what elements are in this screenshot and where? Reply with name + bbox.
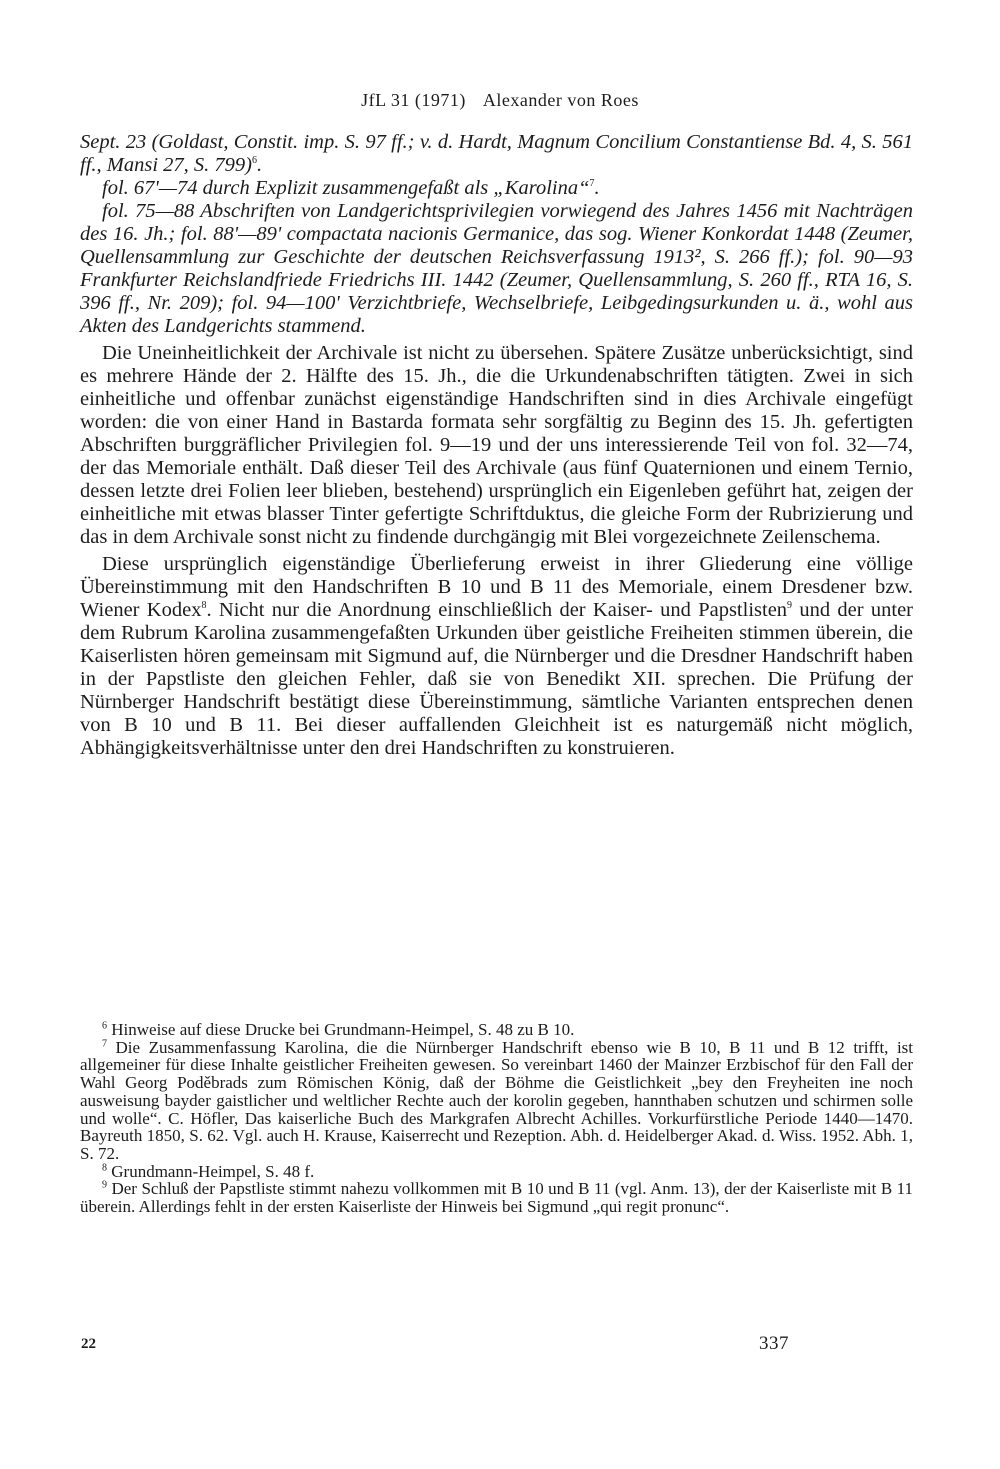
description-text: fol. 75—88 Abschriften von Landgerichtsprivilegien vorwiegend des Jahres 1456 mit Nachträgen des 16. Jh.; fol. 88'—89' compactata nacionis Germanice, das sog. Wiener Konkordat 1448 (Zeumer, Quellensammlung zur Geschichte der deutschen Reichsverfassung 1913², S. 266 ff.); fol. 90—93 Frankfurter Reichslandfriede Friedrichs III. 1442 (Zeumer, Quellensammlung, S. 260 ff., RTA 16, S. 396 ff., Nr. 209); fol. 94—100' Verzichtbriefe, Wechselbriefe, Leibgedingsurkunden u. ä., wohl aus Akten des Landgerichts stammend. bbox=[80, 200, 913, 337]
footnote-text: Der Schluß der Papstliste stimmt nahezu vollkommen mit B 10 und B 11 (vgl. Anm. 13), der der Kaiserliste mit B 11 überein. Allerdings fehlt in der ersten Kaiserliste der Hinweis bei Sigmund „qui regit pronunc“. bbox=[80, 1179, 914, 1217]
footnote-text: Grundmann-Heimpel, S. 48 f. bbox=[111, 1161, 315, 1181]
description-text: fol. 67'—74 durch Explizit zusammengefaßt als „Karolina“ bbox=[102, 177, 590, 199]
footnotes bbox=[80, 1021, 913, 1216]
description-entry: fol. 67'—74 durch Explizit zusammengefaßt als „Karolina“$^7$. bbox=[102, 177, 600, 199]
description-entry bbox=[80, 200, 913, 338]
paragraph-text: Diese ursprünglich eigenständige Überlieferung erweist in ihrer Gliederung eine völlige Übereinstimmung mit den Handschriften B 10 und B 11 des Memoriale, einem Dresdener bzw. Wiener Kodex bbox=[80, 553, 913, 621]
footnote-mark: 9 bbox=[102, 1179, 107, 1191]
footnote bbox=[80, 1163, 913, 1181]
description-text: Sept. 23 (Goldast, Constit. imp. S. 97 ff.; v. d. Hardt, Magnum Concilium Constantiense Bd. 4, S. 561 ff., Mansi 27, S. 799) bbox=[80, 131, 913, 176]
footnote-text: Die Zusammenfassung Karolina, die die Nürnberger Handschrift ebenso wie B 10, B 11 und B 12 trifft, ist allgemeiner für diese Inhalte geistlicher Freiheiten gewesen. So vereinbart 1460 der Mainzer Erzbischof für den Fall der Wahl Georg Poděbrads zum Römischen König, daß der Böhme die Geistlichkeit „bey den Freyheiten ine noch ausweisung bayder gaistlicher und weltlicher Rechte auch der korolin gegeben, hannthaben schutzen und schirmen solle und wolle“. C. Höfler, Das kaiserliche Buch des Markgrafen Albrecht Achilles. Vorkurfürstliche Periode 1440—1470. Bayreuth 1850, S. 62. Vgl. auch H. Krause, Kaiserrecht und Rezeption. Abh. d. Heidelberger Akad. d. Wiss. 1952. Abh. 1, S. 72. bbox=[80, 1037, 914, 1163]
footnote-mark: 6 bbox=[102, 1020, 107, 1032]
sheet-signature: 22 bbox=[81, 1336, 96, 1352]
paragraph-text: Die Uneinheitlichkeit der Archivale ist nicht zu übersehen. Spätere Zusätze unberücksichtigt, sind es mehrere Hände der 2. Hälfte des 15. Jh., die die Urkundenabschriften tätigten. Zwei in sich einheitliche und offenbar zunächst eigenständige Handschriften sind in dies Archivale eingefügt worden: die von einer Hand in Bastarda formata sehr sorgfältig zu Beginn des 15. Jh. gefertigten Abschriften burggräflicher Privilegien fol. 9—19 und der uns interessierende Teil von fol. 32—74, der das Memoriale enthält. Daß dieser Teil des Archivale (aus fünf Quaternionen und einem Ternio, dessen letzte drei Folien leer blieben, bestehend) ursprünglich ein Eigenleben geführt hat, zeigen der einheitliche mit etwas blasser Tinter gefertigte Schriftduktus, die gleiche Form der Rubrizierung und das in dem Archivale sonst nicht zu findende durchgängig mit Blei vorgezeichnete Zeilenschema. bbox=[80, 342, 913, 548]
footnote-ref[interactable]: 9 bbox=[787, 600, 793, 612]
footnote-ref[interactable]: 8 bbox=[201, 600, 207, 612]
description-entry: Sept. 23 (Goldast, Constit. imp. S. 97 ff.; v. d. Hardt, Magnum Concilium Constantiense Bd. 4, S. 561 ff., Mansi 27, S. 799)$^6$. bbox=[80, 131, 913, 176]
journal-reference: JfL 31 (1971) bbox=[361, 90, 466, 110]
footnote bbox=[80, 1021, 913, 1039]
running-header bbox=[0, 90, 1000, 111]
running-title: Alexander von Roes bbox=[482, 90, 639, 110]
body-paragraph bbox=[80, 342, 913, 549]
footnote-mark: 7 bbox=[102, 1038, 107, 1050]
footnote-ref[interactable]: 7 bbox=[589, 178, 595, 190]
body-paragraph bbox=[80, 553, 913, 760]
paragraph-text: und der unter dem Rubrum Karolina zusammengefaßten Urkunden über geistliche Freiheiten stimmen überein, die Kaiserlisten hören gemeinsam mit Sigmund auf, die Nürnberger und die Dresdner Handschrift haben in der Papstliste den gleichen Fehler, daß sie von Benedikt XII. sprechen. Die Prüfung der Nürnberger Handschrift bestätigt diese Übereinstimmung, sämtliche Varianten entsprechen denen von B 10 und B 11. Bei dieser auffallenden Gleichheit ist es naturgemäß nicht möglich, Abhängigkeitsverhältnisse unter den drei Handschriften zu konstruieren. bbox=[80, 599, 914, 759]
footnote bbox=[80, 1039, 913, 1163]
footnote-text: Hinweise auf diese Drucke bei Grundmann-Heimpel, S. 48 zu B 10. bbox=[111, 1020, 575, 1039]
footnote-mark: 8 bbox=[102, 1161, 107, 1173]
page-number: 337 bbox=[759, 1333, 789, 1354]
paragraph-text: . Nicht nur die Anordnung einschließlich der Kaiser- und Papstlisten bbox=[206, 599, 788, 621]
footnote-ref[interactable]: 6 bbox=[251, 155, 257, 167]
footnote bbox=[80, 1180, 913, 1215]
main-text bbox=[80, 131, 913, 760]
